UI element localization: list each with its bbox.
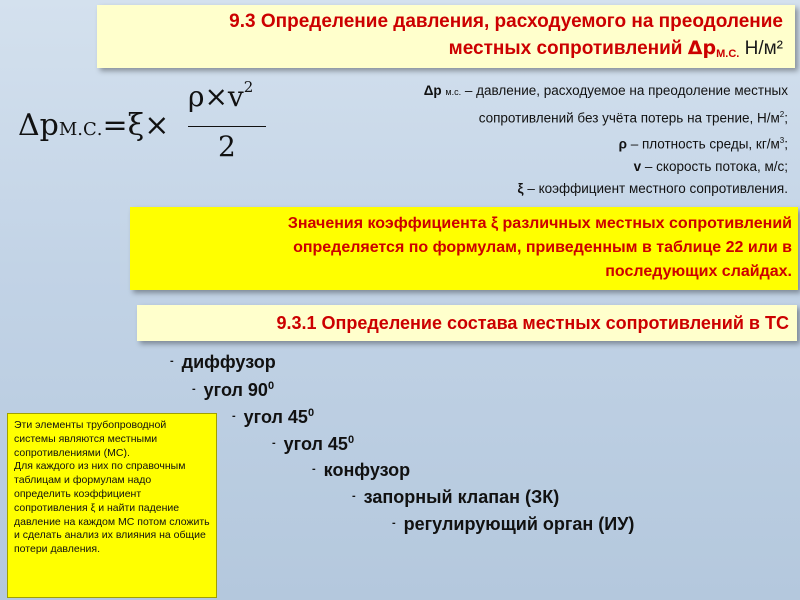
coefficient-note-line-1a: Значения коэффициента — [287, 215, 491, 232]
def-rho-text: – плотность среды, кг/м — [626, 136, 780, 151]
list-dash: - — [352, 490, 356, 502]
def-delta-p-line-2 — [308, 104, 788, 130]
coefficient-note-line-1b: различных местных сопротивлений — [498, 215, 792, 232]
list-item — [192, 380, 274, 401]
formula-denominator: 2 — [218, 130, 236, 163]
list-item-text: угол 90 — [203, 380, 268, 400]
coefficient-note-line-3: последующих слайдах. — [605, 263, 792, 280]
section-subtitle: 9.3.1 Определение состава местных сопротивлений в ТС — [137, 305, 797, 341]
list-item — [170, 352, 276, 373]
def-rho-symbol: ρ — [618, 136, 627, 151]
title-line-2 — [97, 35, 783, 67]
list-dash: - — [272, 437, 276, 449]
def-v-symbol: v — [633, 158, 642, 174]
list-item — [392, 514, 634, 535]
def-delta-p-text-1: – давление, расходуемое на преодоление местных — [461, 83, 788, 98]
title-line-1: 9.3 Определение давления, расходуемого на преодоление — [229, 11, 783, 32]
formula-numerator — [188, 78, 253, 113]
list-dash: - — [170, 355, 174, 367]
list-item-text: угол 45 — [283, 434, 348, 454]
list-item-text: регулирующий орган (ИУ) — [403, 514, 635, 534]
list-item — [352, 487, 559, 508]
list-item — [312, 460, 410, 481]
def-delta-p-symbol: Δp — [423, 83, 442, 98]
degree-sup: 0 — [307, 407, 315, 419]
list-dash: - — [192, 383, 196, 395]
degree-sup: 0 — [347, 434, 355, 446]
def-delta-p-line-1 — [308, 80, 788, 104]
pressure-formula — [18, 78, 288, 172]
def-v-text: – скорость потока, м/с; — [641, 158, 788, 174]
formula-exponent: 2 — [243, 78, 254, 96]
side-note-p2: Для каждого из них по справочным таблицам и формулам надо определить коэффициент сопротивления ξ и найти падение давление на каждом МС потом сложить и сделать анализ их влияния на общие потери давления. — [14, 460, 210, 556]
def-delta-p-sub: м.с. — [445, 87, 462, 97]
variable-definitions — [308, 80, 788, 201]
side-note-p1: Эти элементы трубопроводной системы являются местными сопротивлениями (МС). — [14, 419, 167, 459]
list-item-text: запорный клапан (ЗК) — [363, 487, 560, 507]
coefficient-note-line-2: определяется по формулам, приведенным в таблице 22 или в — [293, 239, 792, 256]
list-item — [272, 434, 354, 455]
def-rho-end: ; — [784, 136, 788, 151]
formula-numerator-text: ρ×v — [188, 80, 244, 113]
list-item-text: конфузор — [323, 460, 411, 480]
list-item-text: диффузор — [181, 352, 276, 372]
list-dash: - — [232, 410, 236, 422]
def-xi — [308, 178, 788, 201]
def-rho — [308, 130, 788, 156]
degree-sup: 0 — [267, 380, 275, 392]
def-rho-sup: 3 — [779, 135, 785, 145]
delta-p-symbol: Δp — [687, 37, 717, 59]
def-xi-symbol: ξ — [517, 181, 524, 196]
def-xi-text: – коэффициент местного сопротивления. — [523, 181, 788, 196]
formula-subscript: М.С. — [58, 119, 103, 140]
coefficient-note-xi: ξ — [490, 215, 499, 232]
list-dash: - — [312, 463, 316, 475]
fraction-line — [188, 126, 266, 127]
formula-delta-p: Δp — [18, 108, 59, 143]
def-delta-p-end: ; — [784, 110, 788, 125]
list-item-text: угол 45 — [243, 407, 308, 427]
side-note — [7, 413, 217, 598]
def-v — [308, 156, 788, 179]
def-delta-p-sup: 2 — [779, 109, 785, 119]
coefficient-note — [130, 207, 798, 290]
list-dash: - — [392, 517, 396, 529]
list-item — [232, 407, 314, 428]
title-subscript: М.С. — [716, 48, 740, 60]
def-delta-p-text-2: сопротивлений без учёта потерь на трение, Н/м — [478, 110, 780, 125]
title-unit: Н/м² — [744, 38, 783, 59]
title-line-2-text: местных сопротивлений — [448, 38, 683, 59]
coefficient-note-line-1 — [130, 212, 792, 236]
formula-equals-xi: =ξ× — [102, 108, 170, 143]
formula-lhs — [18, 108, 169, 143]
slide-title — [97, 5, 795, 68]
